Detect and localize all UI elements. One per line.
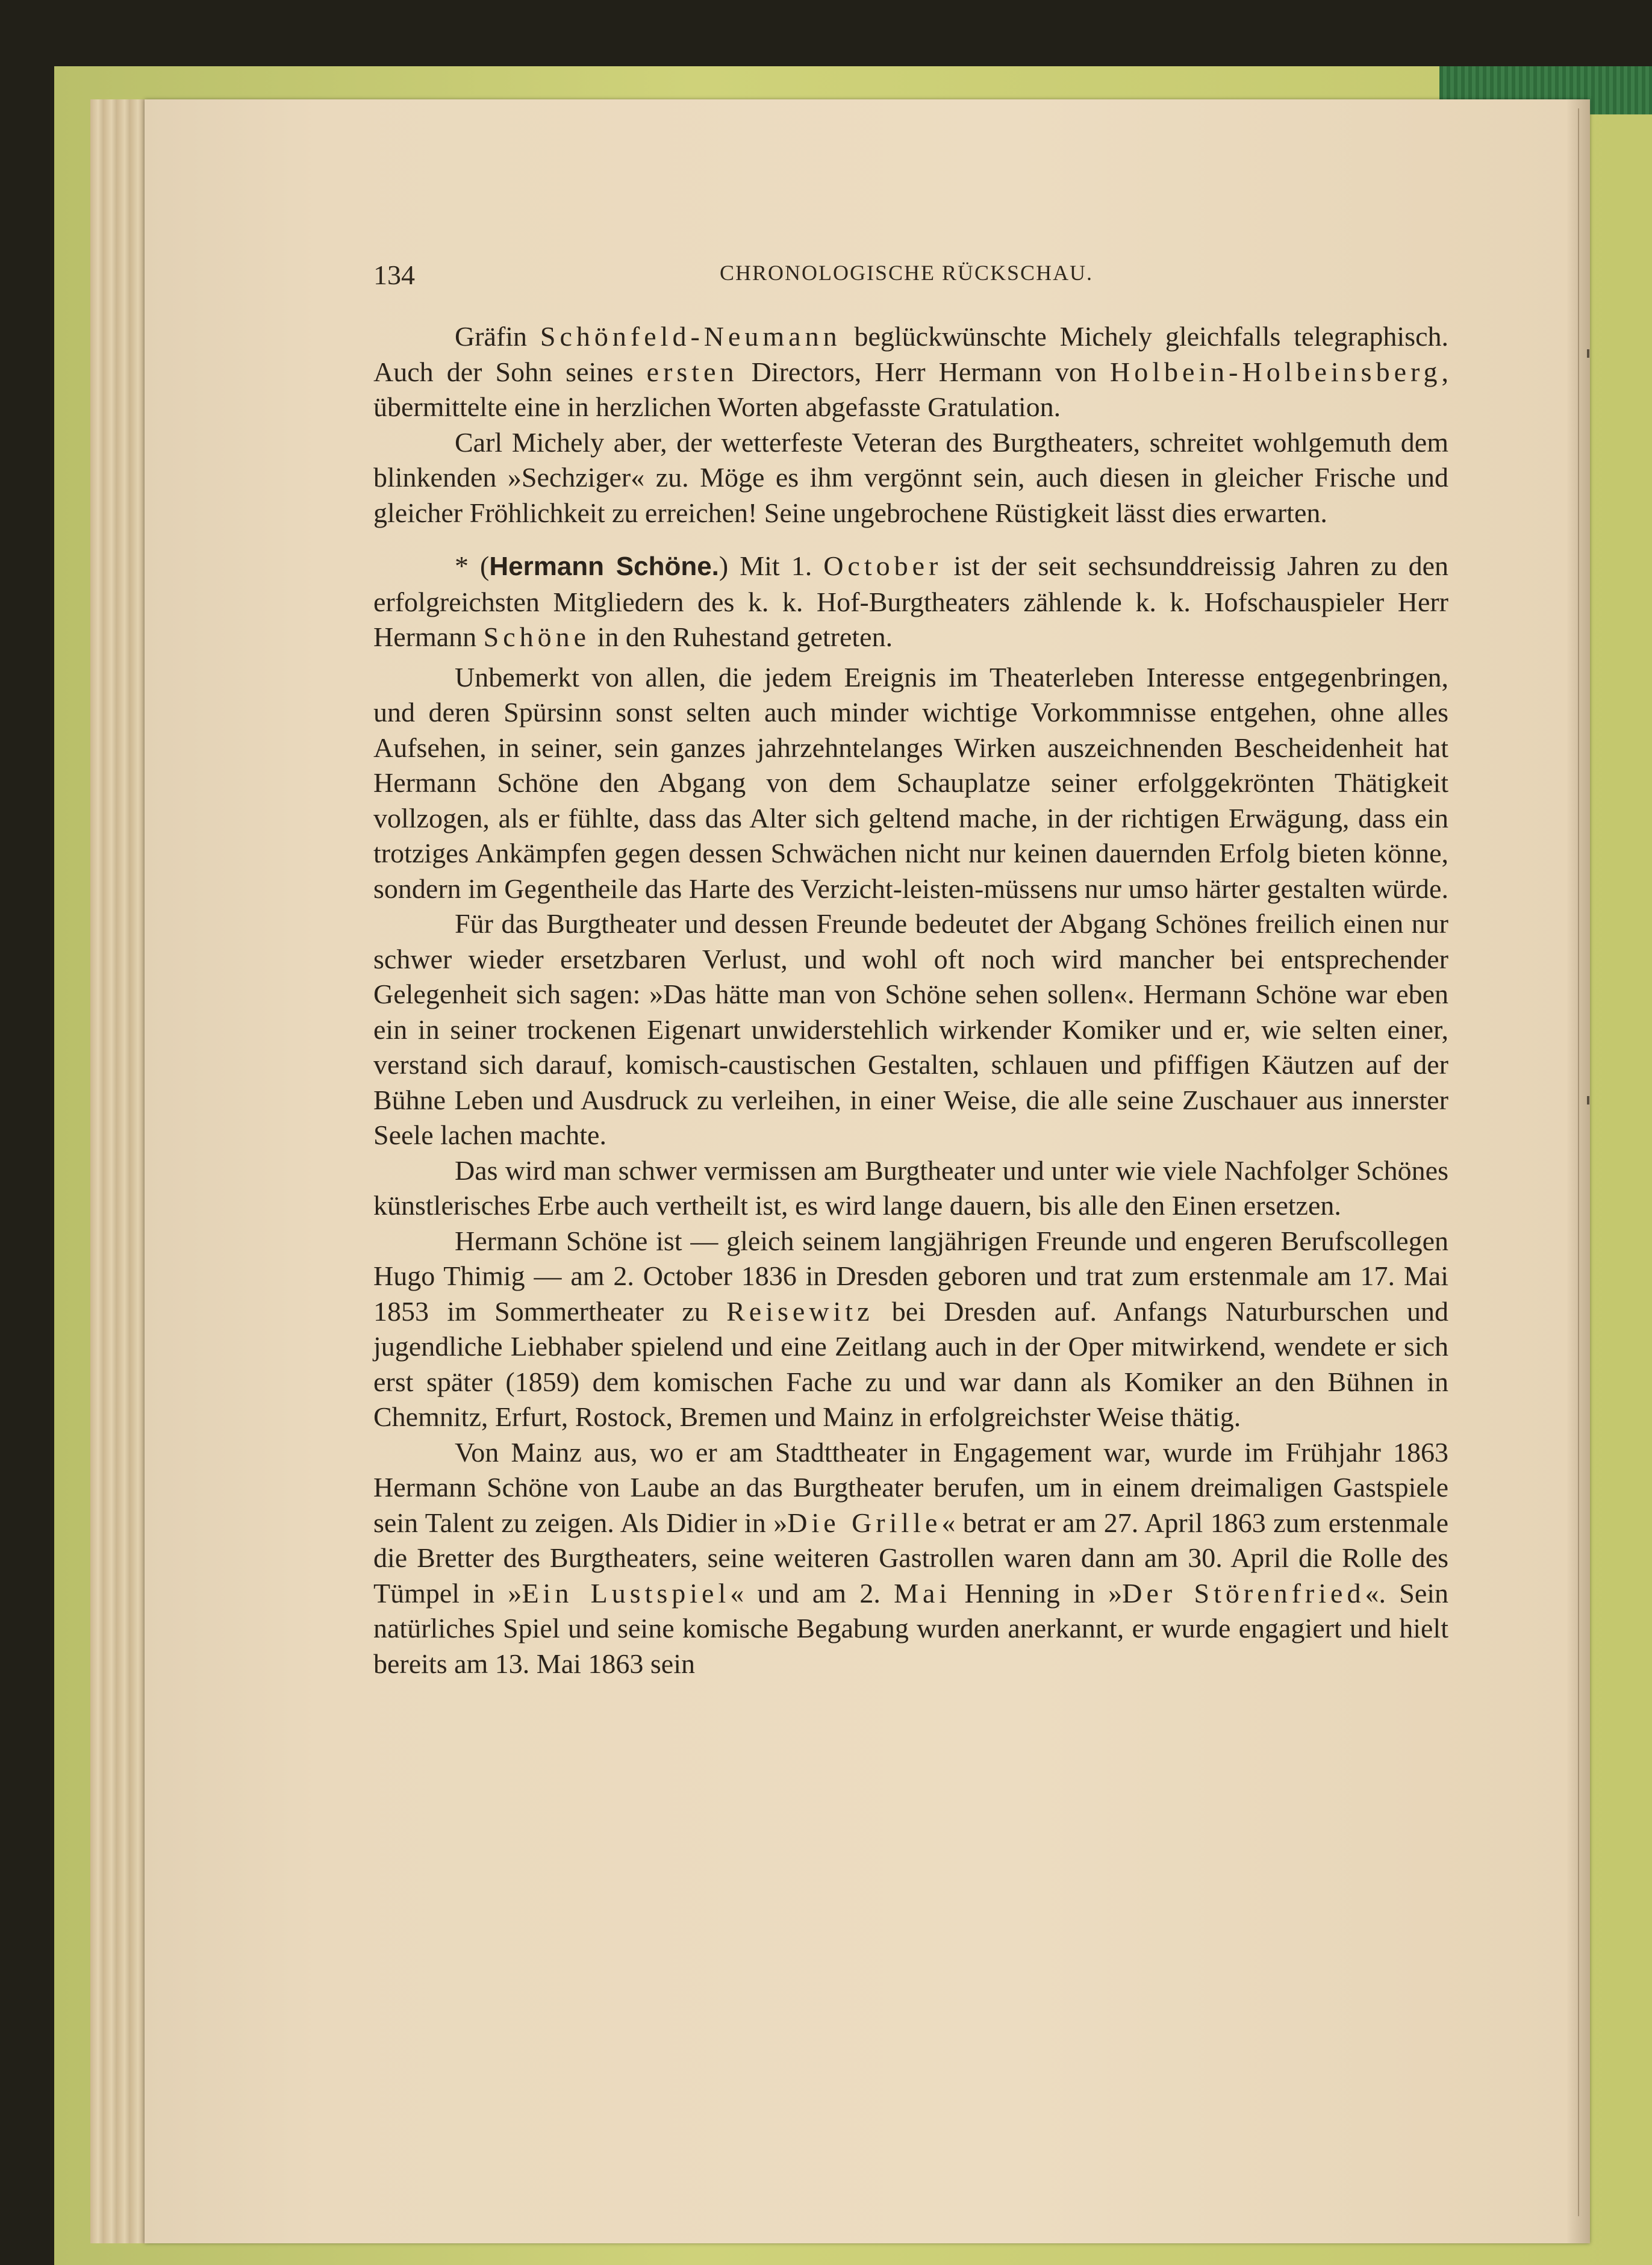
- text-run: Directors, Herr Hermann von: [738, 356, 1110, 387]
- section-heading: Hermann Schöne.: [489, 552, 719, 581]
- text-run: Das wird man schwer vermissen am Burgtheater und unter wie viele Nachfolger Schönes künstlerisches Erbe auch vertheilt ist, es wird lange dauern, bis alle den Einen ersetzen.: [373, 1154, 1448, 1221]
- text-run: « betrat er am 27. April 1863 zum erstenmale die Bretter des Burgtheaters, seine weiteren Gastrollen waren dann am 30. April die Rolle des Tümpel in »: [373, 1507, 1448, 1609]
- text-run: Von Mainz aus, wo er am Stadttheater in Engagement war, wurde im Frühjahr 1863 Hermann Schöne von Laube an das Burgtheater berufen, um in einem dreimaligen Gastspiele sein Talent zu zeigen. Als Didier in »: [373, 1436, 1448, 1538]
- text-run: , übermittelte eine in herzlichen Worten abgefasste Gratulation.: [373, 356, 1448, 422]
- text-run: ist der seit sechsunddreissig Jahren zu den erfolgreichsten Mitgliedern des k. k. Hof-Burgtheaters zählende k. k. Hofschauspieler Herr Hermann: [373, 550, 1449, 652]
- text-run: «. Sein natürliches Spiel und seine komische Begabung wurden anerkannt, er wurde engagiert und hielt bereits am 13. Mai 1863 sein: [373, 1577, 1449, 1679]
- spaced-text: Mai: [894, 1577, 952, 1609]
- text-run: Henning in »: [951, 1577, 1123, 1609]
- paragraph: [373, 1153, 1448, 1224]
- page-edge: [130, 99, 146, 2243]
- paragraph: [373, 660, 1448, 907]
- text-run: « und am 2.: [730, 1577, 894, 1609]
- margin-mark: [1587, 1096, 1589, 1104]
- text-run: bei Dresden auf. Anfangs Naturburschen und jugendliche Liebhaber spielend und eine Zeitlang auch in der Oper mitwirkend, wendete er sich erst später (1859) dem komischen Fache zu und war dann als Komiker an den Bühnen in Chemnitz, Erfurt, Rostock, Bremen und Mainz in erfolgreichster Weise thätig.: [373, 1295, 1448, 1432]
- text-run: in den Ruhestand getreten.: [590, 622, 893, 652]
- paragraph: [373, 549, 1448, 655]
- page-body-text: [373, 319, 1448, 1681]
- text-run: Unbemerkt von allen, die jedem Ereignis im Theaterleben Interesse entgegenbringen, und deren Spürsinn sonst selten auch minder wichtige Vorkommnisse entgehen, ohne alles Aufsehen, in seiner, sein ganzes jahrzehntelanges Wirken auszeichnenden Bescheidenheit hat Hermann Schöne den Abgang von dem Schauplatze seiner erfolggekrönten Thätigkeit vollzogen, als er fühlte, dass das Alter sich geltend mache, in der richtigen Erwägung, dass ein trotziges Ankämpfen gegen dessen Schwächen nicht nur keinen dauernden Erfolg bieten könne, sondern im Gegentheile das Harte des Verzicht-leisten-müssens nur umso härter gestalten würde.: [373, 661, 1448, 904]
- text-run: Carl Michely aber, der wetterfeste Veteran des Burgtheaters, schreitet wohlgemuth dem blinkenden »Sechziger« zu. Möge es ihm vergönnt sein, auch diesen in gleicher Frische und gleicher Fröhlichkeit zu erreichen! Seine ungebrochene Rüstigkeit lässt dies erwarten.: [373, 426, 1448, 528]
- running-head: CHRONOLOGISCHE RÜCKSCHAU.: [720, 261, 1094, 285]
- spaced-text: Schönfeld-Neumann: [540, 321, 841, 352]
- spaced-text: October: [823, 550, 943, 581]
- margin-mark: [1587, 349, 1589, 358]
- paragraph: [373, 1435, 1448, 1682]
- spaced-text: Reisewitz: [726, 1295, 874, 1327]
- paragraph: [373, 906, 1448, 1153]
- spaced-text: Ein Lustspiel: [522, 1577, 731, 1609]
- paragraph: [373, 1224, 1448, 1435]
- spaced-text: Holbein-Holbeinsberg: [1109, 356, 1442, 387]
- spaced-text: Schöne: [483, 622, 591, 652]
- gutter-line: [1578, 108, 1579, 2216]
- text-run: ) Mit 1.: [718, 550, 824, 581]
- text-run: Gräfin: [455, 321, 540, 352]
- paragraph: [373, 319, 1448, 425]
- spaced-text: Die Grille: [787, 1507, 942, 1538]
- text-run: * (: [455, 550, 490, 581]
- page-number: 134: [373, 260, 415, 290]
- text-run: beglückwünschte Michely gleichfalls telegraphisch. Auch der Sohn seines: [373, 321, 1448, 387]
- paragraph: [373, 425, 1448, 531]
- text-run: Hermann Schöne ist — gleich seinem langjährigen Freunde und engeren Berufscollegen Hugo Thimig — am 2. October 1836 in Dresden geboren und trat zum erstenmale am 17. Mai 1853 im Sommertheater zu: [373, 1225, 1448, 1327]
- spaced-text: Der Störenfried: [1122, 1577, 1365, 1609]
- text-run: Für das Burgtheater und dessen Freunde bedeutet der Abgang Schönes freilich einen nur schwer wieder ersetzbaren Verlust, und wohl oft noch wird mancher bei entsprechender Gelegenheit sich sagen: »Das hätte man von Schöne sehen sollen«. Hermann Schöne war eben ein in seiner trockenen Eigenart unwiderstehlich wirkender Komiker und er, wie selten einer, verstand sich darauf, komisch-caustischen Gestalten, schlauen und pfiffigen Käutzen auf der Bühne Leben und Ausdruck zu verleihen, in einer Weise, die alle seine Zuschauer aus innerster Seele lachen machte.: [373, 908, 1448, 1150]
- spaced-text: ersten: [646, 356, 738, 387]
